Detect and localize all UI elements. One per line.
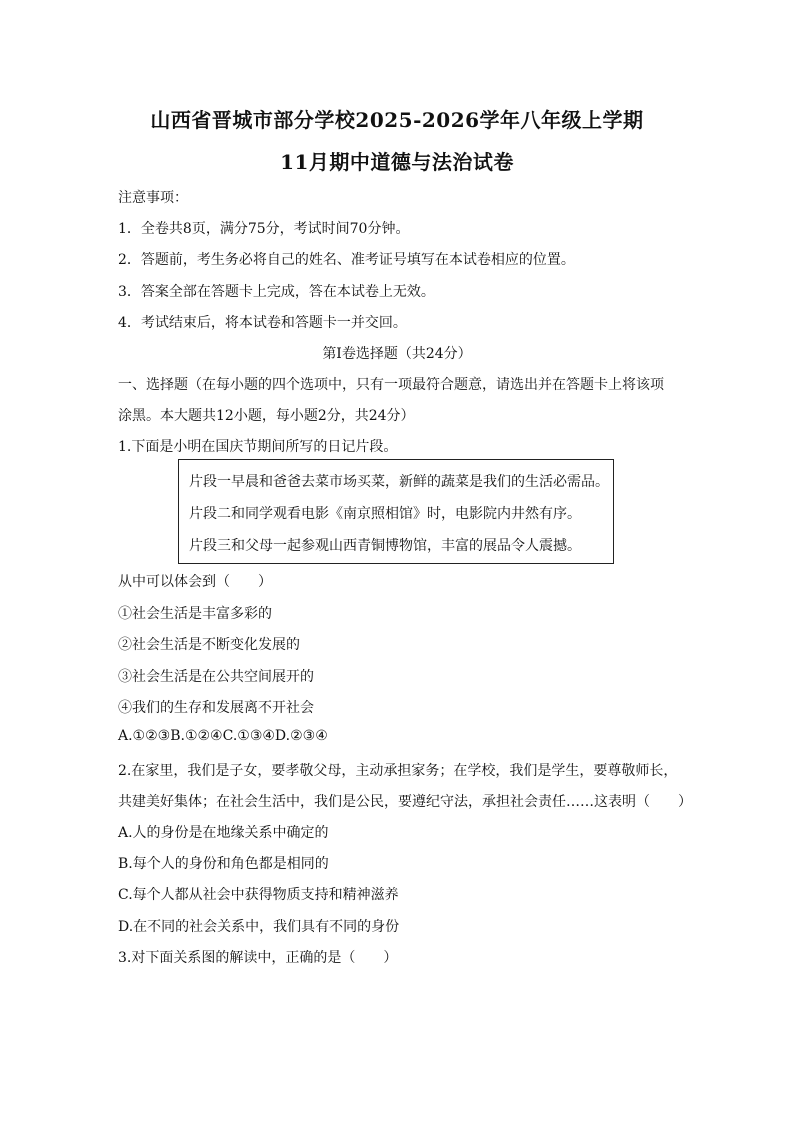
statement: ④我们的生存和发展离不开社会	[118, 700, 314, 716]
diary-excerpt: 片段三和父母一起参观山西青铜博物馆，丰富的展品令人震撼。	[189, 538, 581, 554]
note-item: 2．答题前，考生务必将自己的姓名、准考证号填写在本试卷相应的位置。	[118, 252, 575, 268]
question-2-stem-line1: 2.在家里，我们是子女，要孝敬父母，主动承担家务；在学校，我们是学生，要尊敬师长，	[118, 763, 678, 779]
statement: ②社会生活是不断变化发展的	[118, 637, 300, 653]
exam-title-line1: 山西省晋城市部分学校2025-2026学年八年级上学期	[150, 108, 644, 132]
exam-title-line2: 11月期中道德与法治试卷	[280, 150, 514, 174]
section-instructions-line1: 一、选择题（在每小题的四个选项中，只有一项最符合题意，请选出并在答题卡上将该项	[118, 377, 664, 393]
diary-excerpt: 片段二和同学观看电影《南京照相馆》时，电影院内井然有序。	[189, 506, 581, 522]
question-2-option: A.人的身份是在地缘关系中确定的	[118, 825, 329, 841]
notes-heading: 注意事项：	[118, 190, 188, 206]
question-1-ask: 从中可以体会到（ ）	[118, 574, 272, 590]
question-2-option: B.每个人的身份和角色都是相同的	[118, 856, 329, 872]
question-2-option: D.在不同的社会关系中，我们具有不同的身份	[118, 919, 400, 935]
statement: ③社会生活是在公共空间展开的	[118, 669, 314, 685]
question-2-stem-line2: 共建美好集体；在社会生活中，我们是公民，要遵纪守法，承担社会责任……这表明（ ）	[118, 794, 692, 810]
note-item: 4．考试结束后，将本试卷和答题卡一并交回。	[118, 315, 407, 331]
section-instructions-line2: 涂黑。本大题共12小题，每小题2分，共24分）	[118, 408, 415, 424]
diary-excerpt: 片段一早晨和爸爸去菜市场买菜，新鲜的蔬菜是我们的生活必需品。	[189, 474, 609, 490]
note-item: 1．全卷共8页，满分75分，考试时间70分钟。	[118, 221, 410, 237]
question-2-option: C.每个人都从社会中获得物质支持和精神滋养	[118, 887, 399, 903]
section-heading: 第Ⅰ卷选择题（共24分）	[322, 346, 472, 362]
question-3-stem: 3.对下面关系图的解读中，正确的是（ ）	[118, 950, 398, 966]
statement: ①社会生活是丰富多彩的	[118, 606, 272, 622]
diary-excerpt-box	[178, 459, 614, 564]
question-1-stem: 1.下面是小明在国庆节期间所写的日记片段。	[118, 439, 398, 455]
note-item: 3．答案全部在答题卡上完成，答在本试卷上无效。	[118, 284, 435, 300]
question-1-options: A.①②③B.①②④C.①③④D.②③④	[118, 728, 328, 744]
